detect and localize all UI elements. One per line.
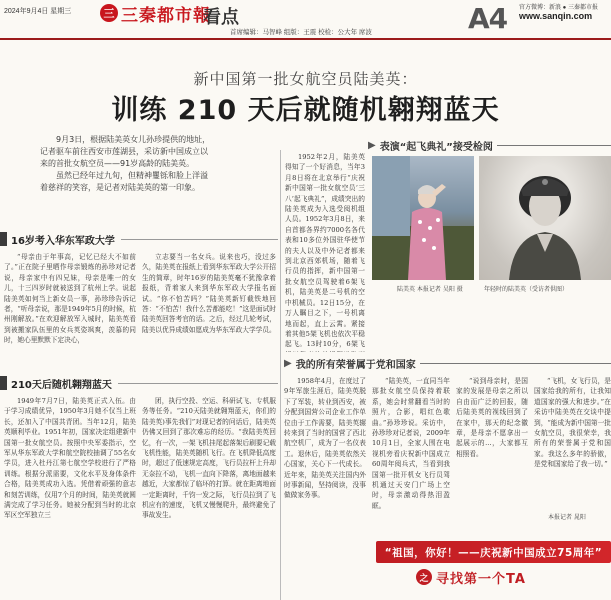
promo-find-text: 寻找第一个TA [436,571,526,587]
body-column: “陆美英，一直同当年那批女航空员保持着联系，她会时常翻看当时的照片，合影，唱红色歌曲。”孙珍珍说。采访中，孙珍珍对记者说，2009年10月1日，全家人围在电视机旁看庆祝新中国成立60周年阅兵式，当看到我国第一批开机女飞行员驾机通过天安门广场上空时，母亲激动得热泪盈眶。 [372,377,450,510]
article-lead [40,134,215,194]
newspaper-name: 三秦都市報 [121,5,211,26]
body-column: 1958年4月，在度过了9年军旅生涯后，陆美英脱下了军装，转业到西安，被分配到国营公司企业工作单位由于工作需要，陆美英辗转来到了当时的国营了西北航空机厂，成为了一名仪表工。退休后，陆美英依然关心国家，关心下一代成长。近年来，陆美英关注国内外时事新闻，坚持阅读，没事做做家务事。 [284,377,366,500]
promo-title: “祖国，你好！——庆祝新中国成立75周年” [376,541,611,563]
body-column: 团，执行空投、空运、科研试飞、专机服务等任务。“210天陆美就翱翔蓝天，你们的陆美英)事先我们”对现记者的问话后，陆美英仍佛又回到了那次难忘的经历。“我陆美英回忆，有一次，一架飞机挂尾起落架后刷要记载飞机性能，陆美英随机飞行。在飞机降低高度时，超过了低速规定高度，飞行员拉杆上升却无奈拉不动，飞机一直向下降落，离地面越来越近，大家都惊了临坏的打算。就在距离地面一定距离时，千钧一发之际，飞行员拉到了飞机应有的速度，飞机又慢慢爬升，最终避免了事故发生。 [142,397,276,520]
body-column: 1952年2月，陆美英得知了一个好消息，当年3月8日将在北京举行“庆祝新中国第一批女航空员‘三八’起飞典礼”，成绩突出的陆美英成为入选受阅机组人员。1952年3月8日，来自首都各界约7000名各代表和10多位外国驻华使节的夫人以及中外记者都来到北京西郊机场，随着飞行员的指挥，新中国第一批女航空员驾驶着6架飞机，陆美英是二号机的空中机械员。12日15分，在万人瞩目之下，一号机离地而起，直上云霄。紧接着其他5架飞机也依次平稳起飞。13时10分，6架飞 [285,153,365,349]
photo-caption: 年轻时的陆美英（受访者供图） [484,286,569,293]
badge-icon: 之 [416,569,432,585]
section-heading-text: 16岁考入华东军政大学 [11,235,115,247]
section-heading-text: 210天后随机翱翔蓝天 [11,379,112,391]
arrow-icon: ▶ [368,139,376,151]
photo-elder-saluting [372,156,474,280]
header-rule [0,38,611,40]
photo-young-portrait [479,156,611,280]
article-headline: 训练 210 天后就随机翱翔蓝天 [111,95,500,126]
page-number: A4 [468,2,508,35]
section-heading [0,230,278,248]
article-kicker: 新中国第一批女航空员陆美英： [193,70,418,88]
photo-caption: 陆美英 本报记者 吴阳 摄 [397,286,463,293]
body-column: 立志要当一名女兵。说来也巧，没过多久，陆美英在报纸上看到华东军政大学公开招生的简章，时年16岁的陆美英毫不犹豫拿着报纸，背着家人来到华东军政大学报名面试。“你不怕苦吗？”陆美英新钉截铁地回答：“不怕苦！我什么苦都能吃！”这是面试时陆美英回答考官的话。之后，经过几轮考试，陆美以优异成绩如愿成为华东军政大学学员。 [142,253,276,334]
portrait-figure-icon [479,156,611,280]
issue-date: 2024年9月4日 星期三 [4,8,72,15]
body-column: 1949年7月7日，陆美英正式入伍。由于学习成绩优异，1950年3月她不仅当上班长，还加入了中国共青团。当年12月，陆美英顺利毕业。1951年初，国家决定组建新中国第一批女航空员。按照中央军委指示，空军从华东军政大学和航空院校抽调了55名女学员，进入杜丹江第七航空学校进行了严格训练。根据分派需要，文化水平及身体条件合格，陆美英成功入选。凭借着顽强的意志和刻苦训练，仅用7个月的时间，陆美英就圆满完成了学习任务。她被分配到当时的北京军区空军独立三 [4,397,136,520]
section-label: 看点 [203,7,239,28]
arrow-icon: ▶ [284,357,292,369]
official-accounts: 官方微博：新浪 ● 三秦都市报 [519,5,598,11]
lead-paragraph: 9月3日，根据陆美英女儿孙珍提供的地址，记者驱车前往西安市莲湖县，采访新中国成立以来的首批女航空员——91岁高龄的陆美英。 [40,135,211,168]
heading-rule [118,383,278,384]
editor-credits: 首席编辑：马智峰 组版：王震 校检：公大年 席波 [230,29,372,36]
promo-banner[interactable] [376,541,611,600]
promo-subtitle [416,567,526,587]
elder-figure-icon [372,156,474,280]
photo-section-heading [368,137,611,153]
photo-section-heading-text: 表演“起飞典礼”接受检阅 [379,141,493,153]
logo-mark-icon: 三 [100,4,118,22]
heading-rule [497,145,611,146]
body-column: “飞机，女飞行员，是国家给我的所有，让我知道国家的强大和进步。”在采访中陆美英在交谈中提到，“能成为新中国第一批女航空员，我很荣幸，我所有的荣誉属于党和国家。我这么多年的骄傲，是党和国家给了我一切。” [534,377,611,469]
heading-bar [0,232,7,246]
section-heading [0,374,278,392]
heading-rule [420,363,611,364]
website-link[interactable]: www.sanqin.com [519,11,593,21]
heading-bar [0,376,7,390]
body-column-continued [371,296,485,350]
header-contacts [519,4,609,20]
body-column: “说到母亲时，是国家的发展是母亲之所以自由而广泛的回报，随后陆美英的视线回到了在家中，那天的纪念徽章，是母亲不愿拿出一起展示的...，大家都互相照看。 [456,377,528,458]
newspaper-logo[interactable] [100,2,211,24]
section-heading-text: 我的所有荣誉属于党和国家 [295,359,416,371]
lead-paragraph: 虽然已经年过九旬，但精神矍铄和脸上洋溢着慈祥的笑容，是记者对陆美英的第一印象。 [40,171,208,192]
section-heading [284,354,611,372]
column-divider [280,150,281,600]
body-column: “母亲由于年事高，记忆已经大不如前了。”正在院子里晒作母亲锻炼的孙珍对记者说，母亲家中有四兄妹，母亲是唯一的女儿，十三四岁时就被送到了杭州上学。说起陆美英如何当上新女员一事，孙珍珍告诉记者，“听母亲说，那是1949年5月的时候，杭州刚解放。”在欢迎解放军入城时，陆美英看到被搬家队伍里的女兵英姿飒爽，羡慕的同时，她心里默默下定决心， [4,253,136,345]
byline: 本报记者 晁阳 [548,514,586,521]
heading-rule [121,239,278,240]
